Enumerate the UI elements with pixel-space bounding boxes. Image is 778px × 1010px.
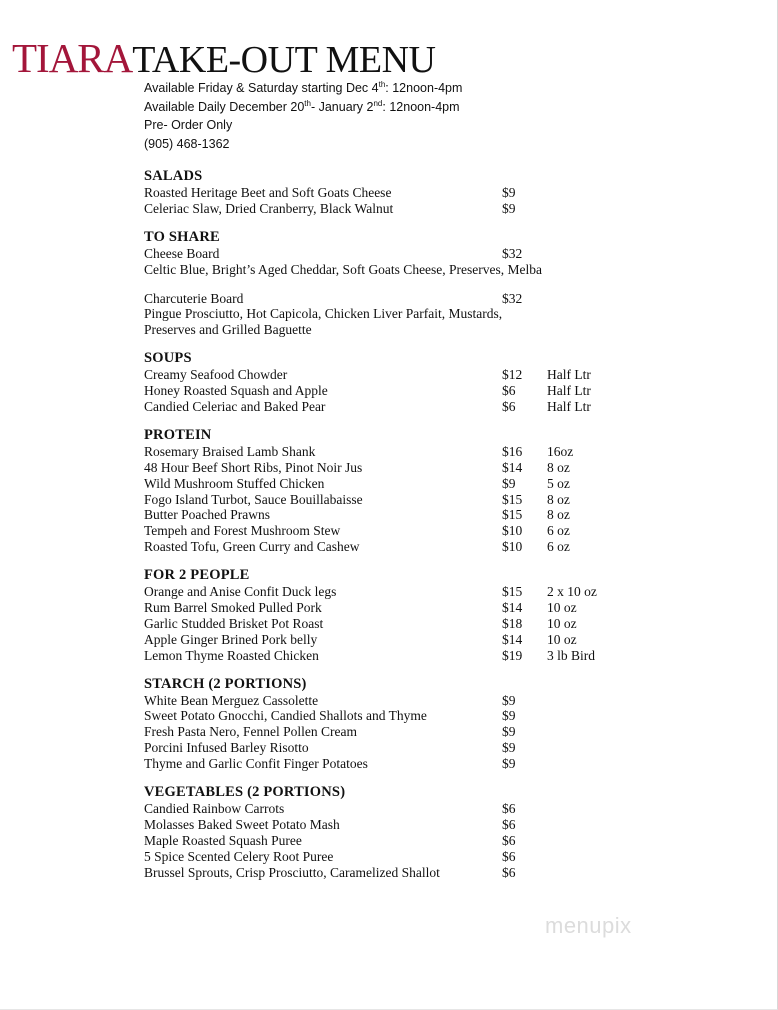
menu-item: Creamy Seafood Chowder $12 Half Ltr: [144, 367, 591, 383]
section-title: FOR 2 PEOPLE: [144, 567, 250, 584]
menu-item: Sweet Potato Gnocchi, Candied Shallots and Thyme $9: [144, 708, 516, 724]
section-title: SOUPS: [144, 350, 192, 367]
availability-holiday: Available Daily December 20th- January 2nd: 12noon-4pm: [144, 98, 460, 114]
section-vegetables: [144, 784, 624, 880]
menu-item: Lemon Thyme Roasted Chicken $19 3 lb Bird: [144, 647, 596, 663]
menu-item: White Bean Merguez Cassolette $9: [144, 692, 516, 708]
menu-item: Charcuterie Board $32: [144, 290, 523, 306]
section-title: SALADS: [144, 168, 203, 184]
menu-item: Orange and Anise Confit Duck legs $15 2 x 10 oz: [144, 584, 597, 600]
menu-item: Tempeh and Forest Mushroom Stew $10 6 oz: [144, 523, 570, 539]
menu-item: Butter Poached Prawns $15 8 oz: [144, 507, 570, 523]
menu-item: Rosemary Braised Lamb Shank $16 16oz: [144, 443, 574, 459]
availability-info: [144, 79, 462, 153]
menu-item: Porcini Infused Barley Risotto $9: [144, 740, 516, 756]
item-description: Celtic Blue, Bright’s Aged Cheddar, Soft Goats Cheese, Preserves, Melba: [144, 261, 543, 277]
menu-item: Maple Roasted Squash Puree $6: [144, 832, 516, 848]
menupix-watermark: menupix: [545, 913, 632, 938]
header: [12, 35, 436, 82]
menu-body: [144, 168, 624, 881]
item-description: Preserves and Grilled Baguette: [144, 322, 312, 338]
section-title: STARCH (2 PORTIONS): [144, 675, 307, 692]
menu-item: Apple Ginger Brined Pork belly $14 10 oz: [144, 631, 577, 647]
menu-item: Candied Rainbow Carrots $6: [144, 801, 516, 817]
section-to-share: [144, 229, 624, 338]
menu-item: Candied Celeriac and Baked Pear $6 Half Ltr: [144, 399, 591, 415]
section-soups: [144, 350, 624, 415]
section-starch: [144, 676, 624, 772]
menu-item: Fresh Pasta Nero, Fennel Pollen Cream $9: [144, 724, 516, 740]
section-salads: [144, 168, 624, 217]
menu-item: 48 Hour Beef Short Ribs, Pinot Noir Jus $14 8 oz: [144, 459, 570, 475]
section-title: TO SHARE: [144, 228, 220, 245]
menu-item: Cheese Board $32: [144, 245, 523, 261]
menu-item: Garlic Studded Brisket Pot Roast $18 10 oz: [144, 615, 577, 631]
menu-item: Fogo Island Turbot, Sauce Bouillabaisse $15 8 oz: [144, 491, 570, 507]
menu-item: Roasted Heritage Beet and Soft Goats Cheese $9: [144, 185, 516, 200]
menu-item: Honey Roasted Squash and Apple $6 Half Ltr: [144, 383, 591, 399]
section-title: PROTEIN: [144, 426, 212, 443]
menu-item: 5 Spice Scented Celery Root Puree $6: [144, 848, 516, 864]
item-description: Pingue Prosciutto, Hot Capicola, Chicken Liver Parfait, Mustards,: [144, 306, 503, 322]
section-title: VEGETABLES (2 PORTIONS): [144, 784, 346, 801]
menu-item: Molasses Baked Sweet Potato Mash $6: [144, 816, 516, 832]
availability-weekend: Available Friday & Saturday starting Dec 4th: 12noon-4pm: [144, 79, 463, 95]
section-protein: [144, 427, 624, 555]
menu-item: Celeriac Slaw, Dried Cranberry, Black Walnut $9: [144, 200, 516, 216]
menu-item: Brussel Sprouts, Crisp Prosciutto, Caramelized Shallot $6: [144, 864, 516, 880]
menu-item: Rum Barrel Smoked Pulled Pork $14 10 oz: [144, 600, 577, 616]
page-title: TAKE-OUT MENU: [132, 39, 436, 81]
tiara-logo: TIARA: [12, 35, 133, 81]
menu-item: Roasted Tofu, Green Curry and Cashew $10 6 oz: [144, 539, 570, 555]
preorder-note: Pre- Order Only: [144, 118, 233, 132]
menu-item: Thyme and Garlic Confit Finger Potatoes $9: [144, 756, 516, 772]
menu-item: Wild Mushroom Stuffed Chicken $9 5 oz: [144, 475, 570, 491]
section-for-2-people: [144, 567, 624, 663]
phone-number[interactable]: (905) 468-1362: [144, 136, 230, 151]
